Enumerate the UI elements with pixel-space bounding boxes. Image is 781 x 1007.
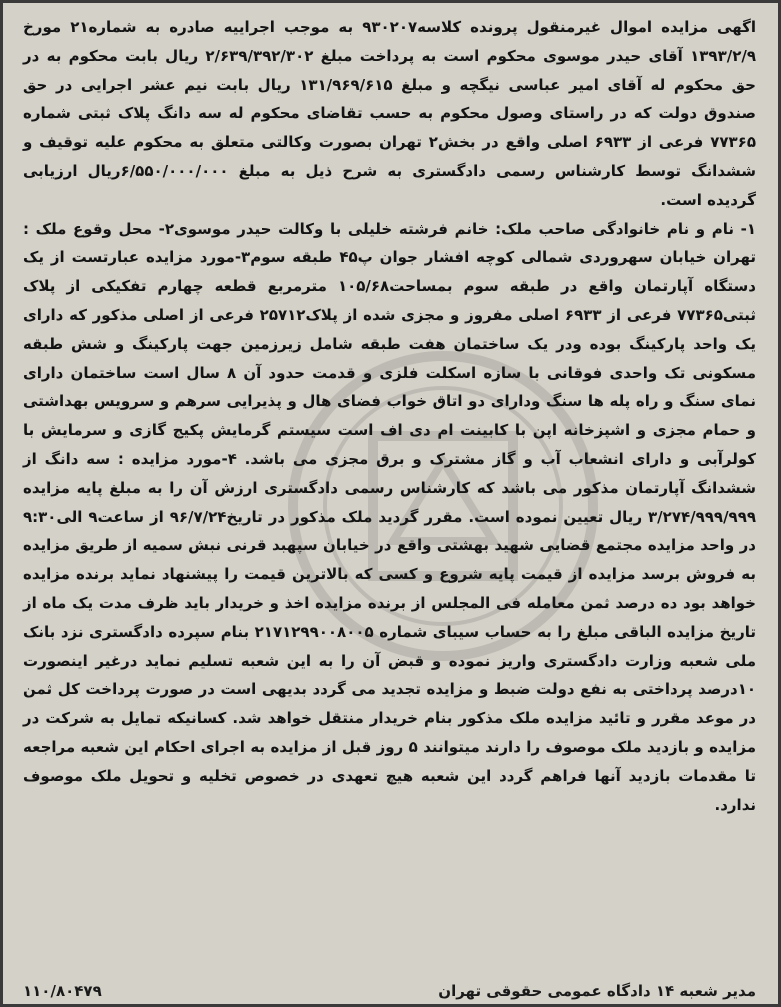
notice-footer — [23, 982, 756, 1000]
notice-paragraph-details: ۱- نام و نام خانوادگی صاحب ملک: خانم فرشته خلیلی با وکالت حیدر موسوی۲- محل وقوع ملک : تهران خیابان سهروردی شمالی کوچه افشار جوان پ۴۵ طبقه سوم۳-مورد مزایده عبارتست از یک دستگاه آپارتمان واقع در طبقه سوم بمساحت۱۰۵/۶۸ مترمربع قطعه چهارم تفکیکی از پلاک ثبتی۷۷۳۶۵ فرعی از ۶۹۳۳ اصلی مفروز و مجزی شده از پلاک۲۵۷۱۲ فرعی از اصلی مذکور که دارای یک واحد پارکینگ بوده ودر یک ساختمان هفت طبقه شامل زیرزمین جهت پارکینگ و شش طبقه مسکونی تک واحدی فوقانی با سازه اسکلت فلزی و قدمت حدود آن ۸ سال است ساختمان دارای نمای سنگ و راه پله ها سنگ ودارای دو اتاق خواب فضای هال و پذیرایی سرهم و سرویس بهداشتی و حمام مجزی و اشپزخانه اپن با کابینت ام دی اف است سیستم گرمایش پکیج گازی و سرمایش با کولرآبی و دارای انشعاب آب و گاز مشترک و برق مجزی می باشد. ۴-مورد مزایده : سه دانگ از ششدانگ آپارتمان مذکور می باشد که کارشناس رسمی دادگستری ارزش آن را به مبلغ پایه مزایده ۳/۲۷۴/۹۹۹/۹۹۹ ریال تعیین نموده است. مقرر گردید ملک مذکور در تاریخ۹۶/۷/۲۴ از ساعت۹ الی۹:۳۰ در واحد مزایده مجتمع قضایی شهید بهشتی واقع در خیابان سپهبد قرنی نبش سمیه از طریق مزایده به فروش برسد مزایده از قیمت پایه شروع و کسی که بالاترین قیمت را پیشنهاد نماید برنده مزایده خواهد بود ده درصد ثمن معامله فی المجلس از برنده مزایده اخذ و خریدار باید ظرف مدت یک ماه از تاریخ مزایده الباقی مبلغ را به حساب سیبای شماره ۲۱۷۱۲۹۹۰۰۸۰۰۵ بنام سپرده دادگستری نزد بانک ملی شعبه وزارت دادگستری واریز نموده و قبض آن را به این شعبه تسلیم نماید درغیر اینصورت ۱۰درصد پرداختی به نفع دولت ضبط و مزایده تجدید می گردد بدیهی است در صورت پرداخت کل ثمن در موعد مقرر و تائید مزایده ملک مذکور بنام خریدار منتقل خواهد شد. کسانیکه تمایل به شرکت در مزایده و بازدید ملک موصوف را دارند میتوانند ۵ روز قبل از مزایده به اجرای احکام این شعبه مراجعه تا مقدمات بازدید آنها فراهم گردد این شعبه هیچ تعهدی در خصوص تخلیه و تحویل ملک موصوف ندارد. — [23, 219, 757, 814]
notice-paragraph-intro: اگهی مزایده اموال غیرمنقول پرونده کلاسه۹۳۰۲۰۷ به موجب اجراییه صادره به شماره۲۱ مورخ ۱۳۹۳/۲/۹ آقای حیدر موسوی محکوم است به پرداخت مبلغ ۲/۶۳۹/۳۹۲/۳۰۲ ریال بابت محکوم به در حق محکوم له آقای امیر عباسی نیگچه و مبلغ ۱۳۱/۹۶۹/۶۱۵ ریال بابت نیم عشر اجرایی در حق صندوق دولت که در راستای وصول محکوم به حسب تقاضای محکوم له سه دانگ پلاک ثبتی شماره ۷۷۳۶۵ فرعی از ۶۹۳۳ اصلی واقع در بخش۲ تهران بصورت وکالتی متعلق به محکوم علیه توقیف و ششدانگ توسط کارشناس رسمی دادگستری به شرح ذیل به مبلغ ۶/۵۵۰/۰۰۰/۰۰۰ریال ارزیابی گردیده است. — [23, 18, 757, 209]
footer-issuer: مدیر شعبه ۱۴ دادگاه عمومی حقوقی تهران — [438, 982, 756, 1000]
notice-body — [23, 13, 756, 819]
footer-code: ۱۱۰/۸۰۴۷۹ — [23, 982, 102, 1000]
